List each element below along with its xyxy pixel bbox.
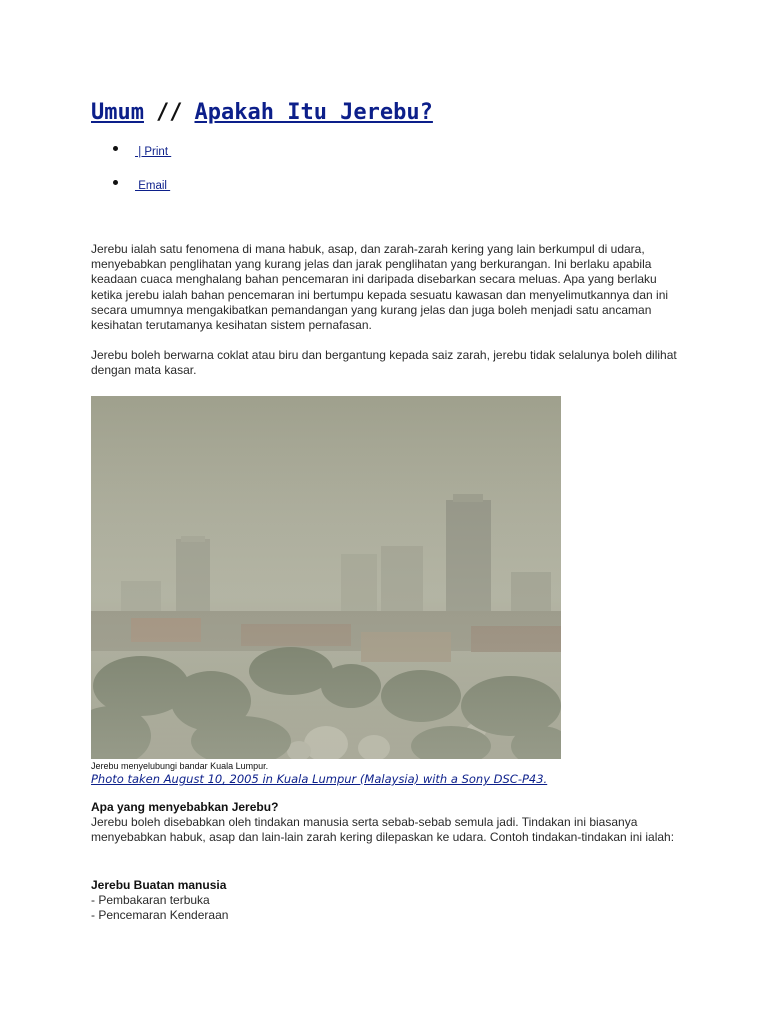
article-title-link[interactable]: Apakah Itu Jerebu? [194,100,433,125]
bullet-icon [113,146,118,151]
photo-caption: Jerebu menyelubungi bandar Kuala Lumpur. [91,761,269,771]
page-title [91,100,433,125]
email-link[interactable]: Email [135,180,171,192]
title-separator: // [155,100,183,125]
print-link[interactable]: | Print [135,146,172,158]
haze-photo [91,396,561,759]
manmade-heading: Jerebu Buatan manusia [91,878,227,892]
colour-paragraph: Jerebu boleh berwarna coklat atau biru dan bergantung kepada saiz zarah, jerebu tidak selalunya boleh dilihat dengan mata kasar. [91,348,677,378]
intro-paragraph: Jerebu ialah satu fenomena di mana habuk, asap, dan zarah-zarah kering yang lain berkumpul di udara, menyebabkan penglihatan yang kurang jelas dan jarak penglihatan yang berkurangan. Ini berlaku apabila keadaan cuaca menghalang bahan pencemaran ini daripada disebarkan secara meluas. Apa yang berlaku ketika jerebu ialah bahan pencemaran ini bertumpu kepada sesuatu kawasan dan menyelimutkannya dan ini secara umumnya mengakibatkan pemandangan yang kurang jelas dan juga boleh menjadi satu ancaman kesihatan terutamanya kesihatan sistem pernafasan. [91,242,669,333]
hazy-city-skyline-image [91,396,561,759]
category-link[interactable]: Umum [91,100,144,125]
bullet-icon [113,180,118,185]
list-item: - Pembakaran terbuka [91,893,210,907]
list-item: - Pencemaran Kenderaan [91,908,229,922]
photo-credit-link[interactable]: Photo taken August 10, 2005 in Kuala Lumpur (Malaysia) with a Sony DSC-P43. [91,772,548,786]
causes-paragraph: Jerebu boleh disebabkan oleh tindakan manusia serta sebab-sebab semula jadi. Tindakan ini biasanya menyebabkan habuk, asap dan lain-lain zarah kering dilepaskan ke udara. Contoh tindakan-tindakan ini ialah: [91,815,675,845]
causes-heading: Apa yang menyebabkan Jerebu? [91,800,279,814]
